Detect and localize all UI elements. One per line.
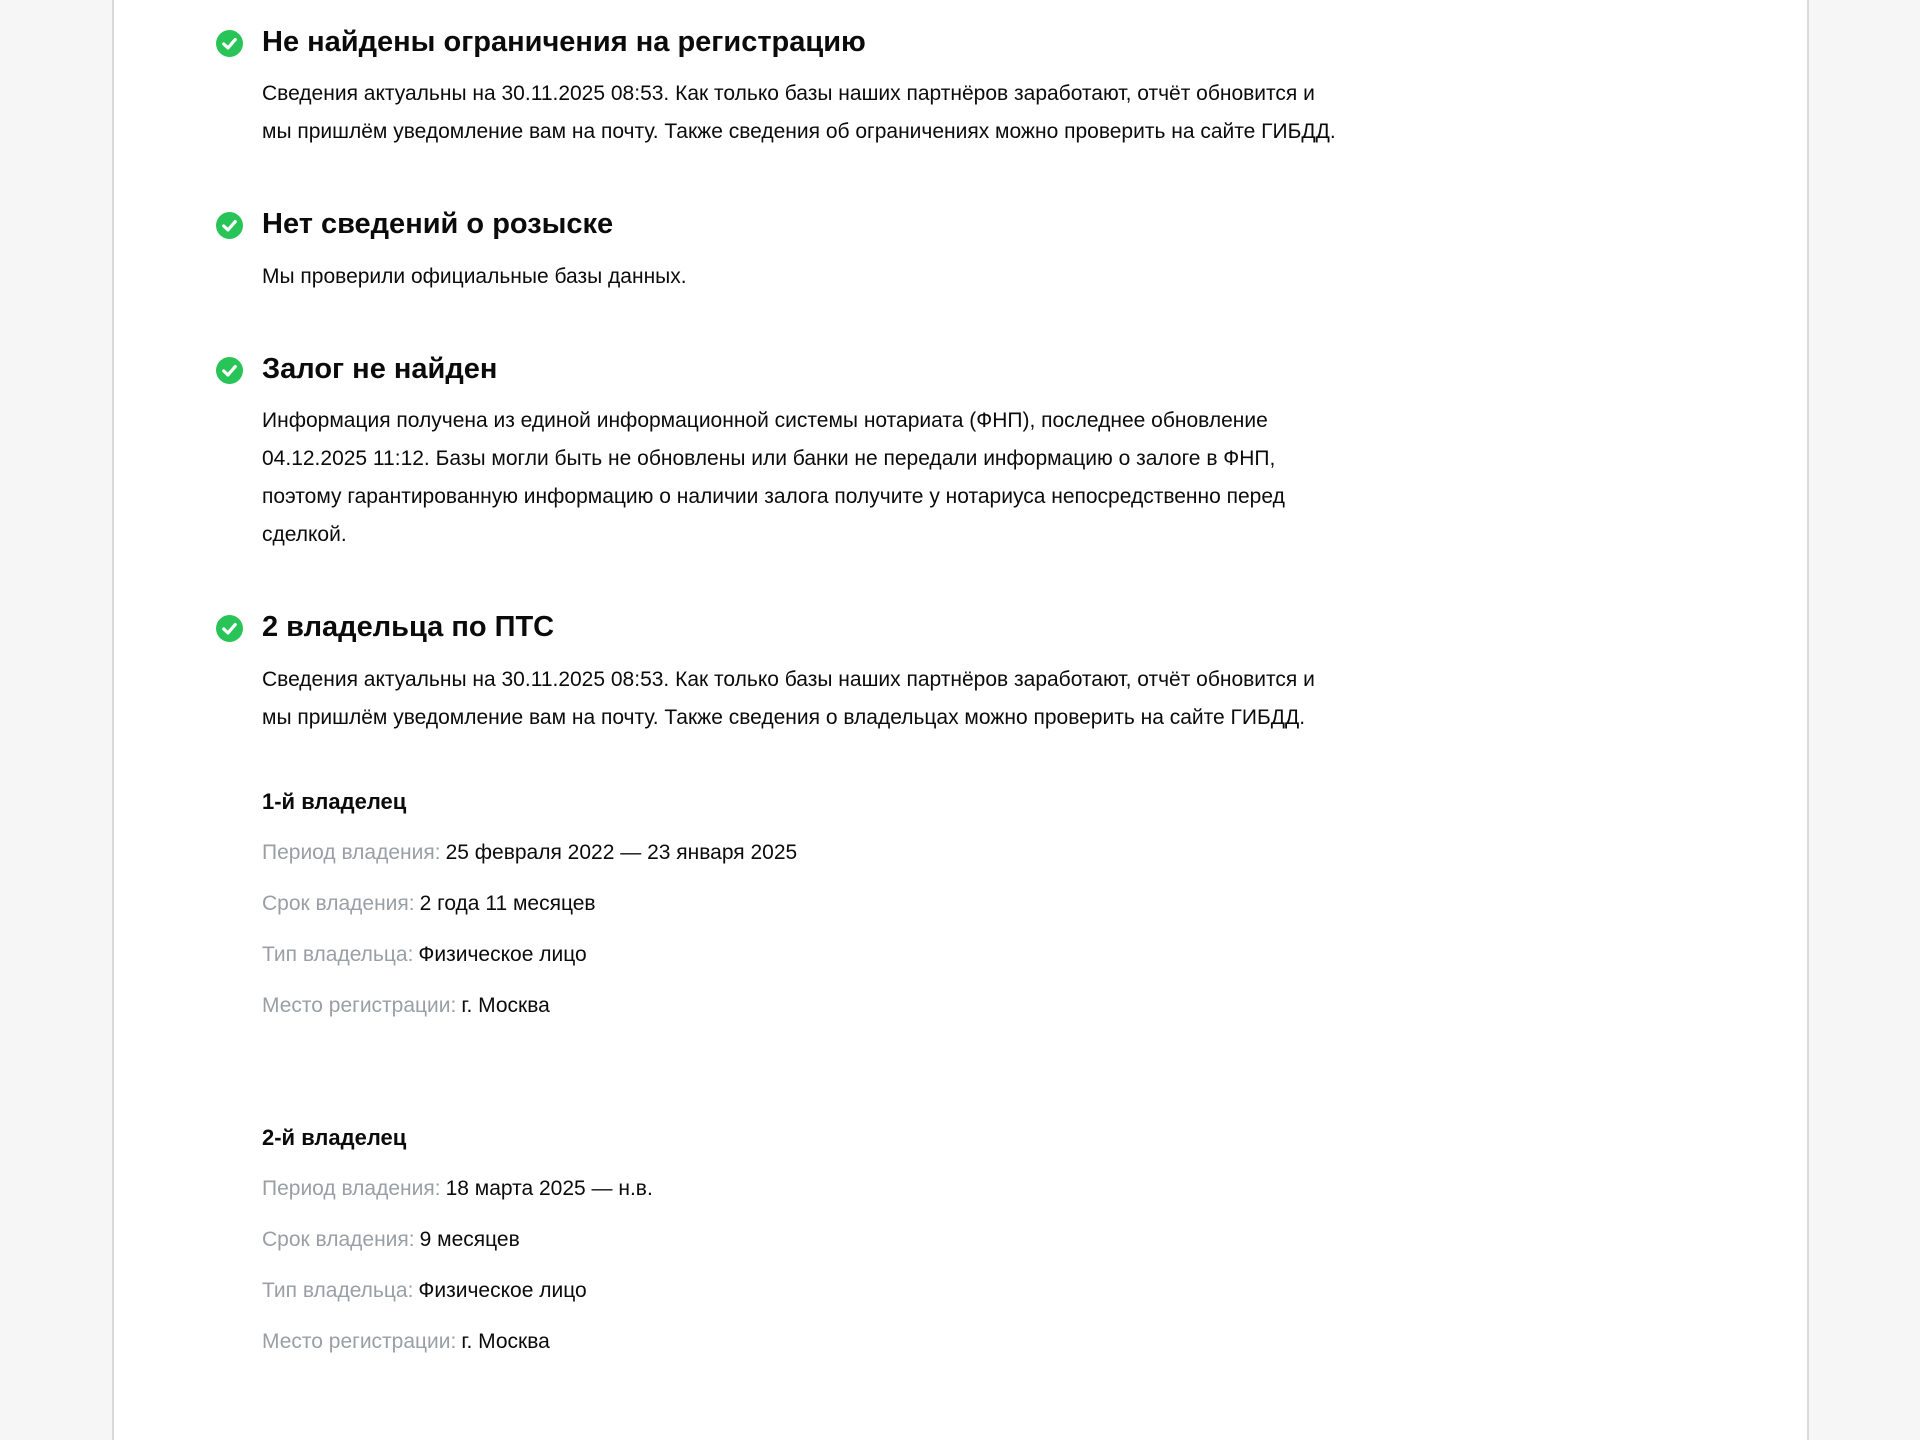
section-description: Мы проверили официальные базы данных. <box>262 264 687 288</box>
owner-title: 1-й владелец <box>262 788 407 814</box>
owner-row-value: г. Москва <box>461 1329 550 1353</box>
owner-title: 2-й владелец <box>262 1124 407 1150</box>
owner-row-label: Срок владения: <box>262 1227 415 1251</box>
owner-row-value: Физическое лицо <box>418 1278 587 1302</box>
owner-block-1 <box>262 789 1737 1019</box>
owner-block-2 <box>262 1125 1737 1355</box>
owner-row-value: Физическое лицо <box>418 942 587 966</box>
owner-row-label: Период владения: <box>262 840 441 864</box>
owner-row-value: г. Москва <box>461 993 550 1017</box>
owner-row-label: Срок владения: <box>262 891 415 915</box>
owner-row-owner-type <box>262 1277 1737 1304</box>
owner-row-label: Период владения: <box>262 1176 441 1200</box>
check-circle-icon <box>216 357 243 384</box>
check-circle-icon <box>216 615 243 642</box>
owner-row-ownership-period <box>262 839 1737 866</box>
section-title: 2 владельца по ПТС <box>262 611 555 644</box>
owner-row-ownership-duration <box>262 1226 1737 1253</box>
check-circle-icon <box>216 30 243 57</box>
owner-row-label: Место регистрации: <box>262 993 457 1017</box>
section-title: Залог не найден <box>262 352 498 385</box>
section-pledge <box>218 353 1737 554</box>
owner-row-label: Тип владельца: <box>262 1278 414 1302</box>
owner-row-owner-type <box>262 941 1737 968</box>
section-registration-restrictions <box>218 26 1737 151</box>
section-description: Сведения актуальны на 30.11.2025 08:53. Как только базы наших партнёров заработают, отчёт обновится и мы пришлём уведомление вам на почту. Также сведения об ограничениях можно проверить на сайте ГИБДД. <box>262 82 1336 144</box>
section-wanted-status <box>218 208 1737 295</box>
owner-row-label: Место регистрации: <box>262 1329 457 1353</box>
owner-row-registration-place <box>262 1328 1737 1355</box>
owner-row-value: 2 года 11 месяцев <box>419 891 596 915</box>
section-description: Сведения актуальны на 30.11.2025 08:53. Как только базы наших партнёров заработают, отчёт обновится и мы пришлём уведомление вам на почту. Также сведения о владельцах можно проверить на сайте ГИБДД. <box>262 667 1315 729</box>
owner-row-label: Тип владельца: <box>262 942 414 966</box>
owner-row-ownership-period <box>262 1175 1737 1202</box>
check-circle-icon <box>216 212 243 239</box>
owner-row-value: 25 февраля 2022 — 23 января 2025 <box>445 840 798 864</box>
vehicle-report-page <box>112 0 1809 1440</box>
owner-row-value: 9 месяцев <box>419 1227 520 1251</box>
section-description: Информация получена из единой информационной системы нотариата (ФНП), последнее обновление 04.12.2025 11:12. Базы могли быть не обновлены или банки не передали информацию о залоге в ФНП, поэтому гарантированную информацию о наличии залога получите у нотариуса непосредственно перед сделкой. <box>262 409 1285 547</box>
section-title: Не найдены ограничения на регистрацию <box>262 26 866 58</box>
section-title: Нет сведений о розыске <box>262 208 614 241</box>
owner-row-registration-place <box>262 992 1737 1019</box>
section-owners <box>218 611 1737 1354</box>
owner-row-value: 18 марта 2025 — н.в. <box>445 1176 653 1200</box>
owner-row-ownership-duration <box>262 890 1737 917</box>
